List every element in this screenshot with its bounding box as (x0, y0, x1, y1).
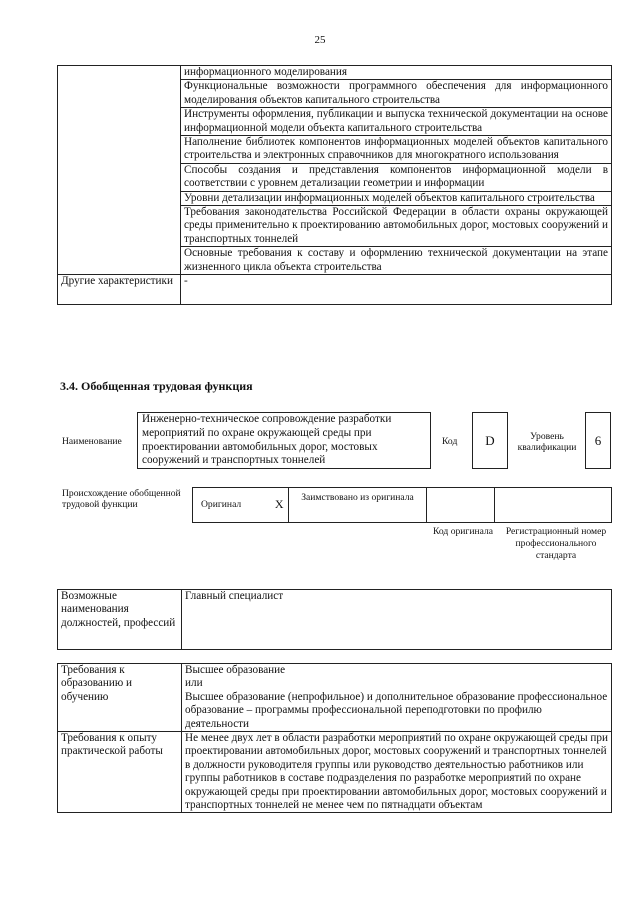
requirements-table (57, 663, 612, 813)
name-value: Инженерно-техническое сопровождение разработки мероприятий по охране окружающей среды при проектировании автомобильных дорог, мостовых сооружений и транспортных тоннелей (137, 412, 431, 469)
education-line: Высшее образование (185, 664, 286, 676)
original-mark: X (271, 488, 289, 523)
knowledge-row: Требования законодательства Российской Федерации в области охраны окружающей среды применительно к проектированию автомобильных дорог, мостовых сооружений и транспортных тоннелей (181, 206, 612, 247)
possible-names-label: Возможные наименования должностей, профессий (58, 590, 182, 650)
other-characteristics-value: - (181, 275, 612, 305)
education-line: или (185, 677, 203, 690)
original-label: Оригинал (193, 488, 271, 523)
knowledge-row: Функциональные возможности программного обеспечения для информационного моделирования объектов капитального строительства (181, 80, 612, 108)
level-value: 6 (585, 412, 611, 469)
name-label: Наименование (62, 436, 122, 447)
page-number: 25 (314, 34, 326, 46)
possible-names-table (57, 589, 612, 650)
origin-table (192, 487, 612, 523)
experience-value: Не менее двух лет в области разработки мероприятий по охране окружающей среды при проектировании автомобильных дорог, мостовых сооружений и транспортных тоннелей в должности руководителя группы или руководство деятельностью работников или группы работников в составе подразделения по разработке мероприятий по охране окружающей среды при проектировании автомобильных дорог, мостовых сооружений и транспортных тоннелей не менее чем по пятнадцати объектам (182, 732, 612, 813)
empty-label-cell (58, 66, 181, 275)
education-label: Требования к образованию и обучению (58, 664, 182, 732)
other-characteristics-label: Другие характеристики (58, 275, 181, 305)
education-value (182, 664, 612, 732)
experience-label: Требования к опыту практической работы (58, 732, 182, 813)
code-original-cell (427, 488, 495, 523)
level-label: Уровень квалификации (517, 431, 577, 453)
education-line: Высшее образование (непрофильное) и дополнительное образование профессиональное образование – программы профессиональной переподготовки по профилю деятельности (185, 690, 608, 730)
knowledge-row: Способы создания и представления компонентов информационной модели в соответствии с уровнем детализации геометрии и информации (181, 163, 612, 191)
knowledge-row: Наполнение библиотек компонентов информационных моделей объектов капитального строительства и электронных справочников для многократного использования (181, 136, 612, 164)
borrowed-label: Заимствовано из оригинала (289, 488, 427, 523)
knowledge-row: информационного моделирования (181, 66, 612, 80)
knowledge-table (57, 65, 612, 305)
reg-number-cell (495, 488, 612, 523)
code-original-label: Код оригинала (432, 526, 494, 537)
origin-label: Происхождение обобщенной трудовой функции (62, 488, 181, 510)
knowledge-row: Уровни детализации информационных моделей объектов капитального строительства (181, 191, 612, 205)
reg-number-label: Регистрационный номер профессионального стандарта (505, 526, 607, 561)
code-value: D (472, 412, 508, 469)
possible-names-value: Главный специалист (182, 590, 612, 650)
section-title: 3.4. Обобщенная трудовая функция (60, 379, 253, 393)
code-label: Код (442, 436, 458, 447)
knowledge-row: Инструменты оформления, публикации и выпуска технической документации на основе информационной модели объекта капитального строительства (181, 108, 612, 136)
knowledge-row: Основные требования к составу и оформлению технической документации на этапе жизненного цикла объекта строительства (181, 247, 612, 275)
